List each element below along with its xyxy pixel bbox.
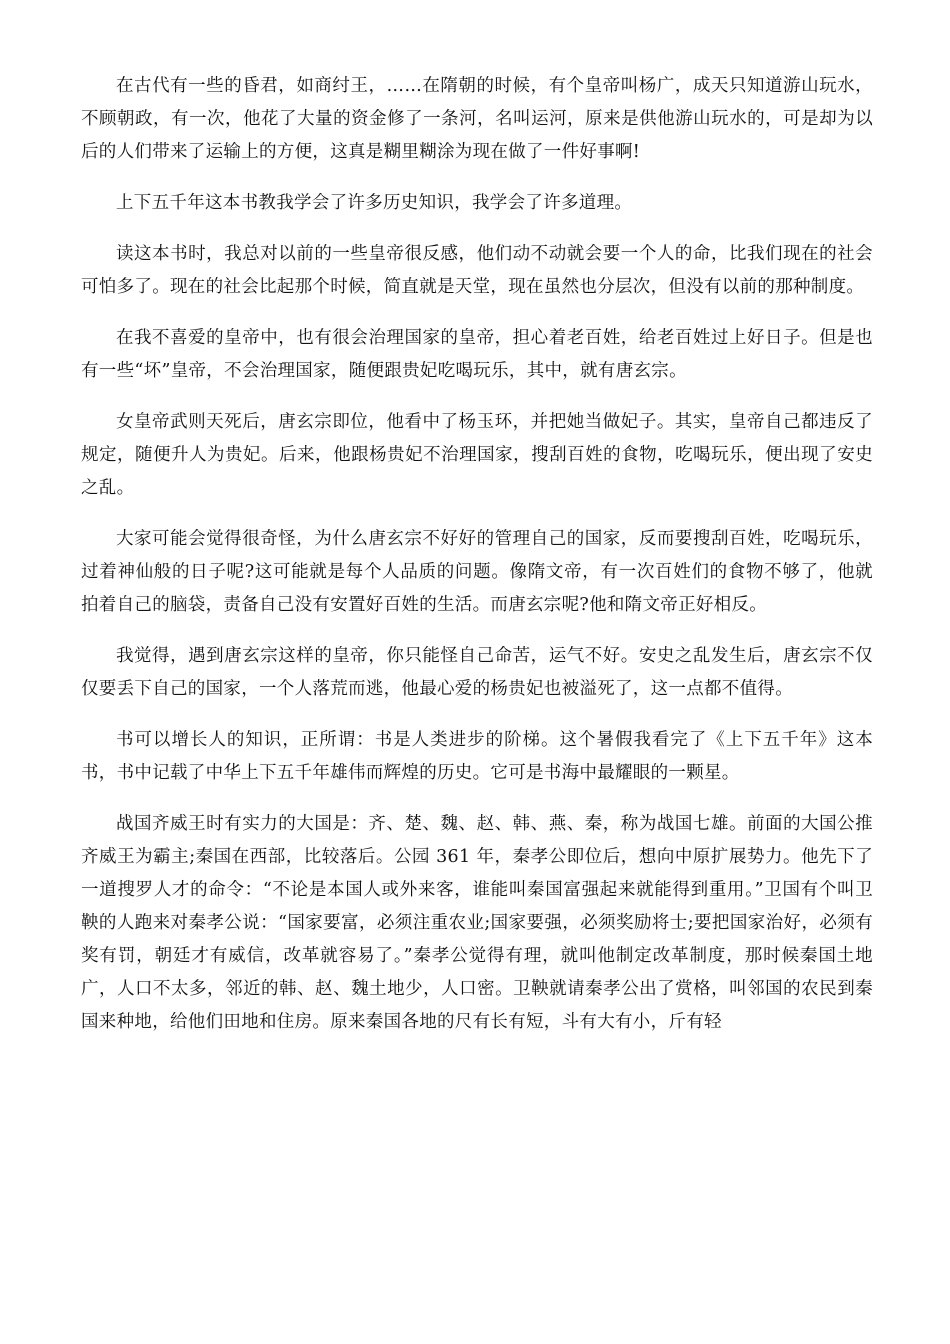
paragraph: 我觉得，遇到唐玄宗这样的皇帝，你只能怪自己命苦，运气不好。安史之乱发生后，唐玄宗不仅仅要丢下自己的国家，一个人落荒而逃，他最心爱的杨贵妃也被溢死了，这一点都不值得。 [81, 646, 873, 699]
paragraph: 在我不喜爱的皇帝中，也有很会治理国家的皇帝，担心着老百姓，给老百姓过上好日子。但是也有一些“坏”皇帝，不会治理国家，随便跟贵妃吃喝玩乐，其中，就有唐玄宗。 [81, 328, 873, 381]
paragraph: 战国齐威王时有实力的大国是：齐、楚、魏、赵、韩、燕、秦，称为战国七雄。前面的大国公推齐威王为霸主;秦国在西部，比较落后。公园 361 年，秦孝公即位后，想向中原扩展势力。他先下了一道搜罗人才的命令：“不论是本国人或外来客，谁能叫秦国富强起来就能得到重用。”卫国有个叫卫鞅的人跑来对秦孝公说：“国家要富，必须注重农业;国家要强，必须奖励将士;要把国家治好，必须有奖有罚，朝廷才有威信，改革就容易了。”秦孝公觉得有理，就叫他制定改革制度，那时候秦国土地广，人口不太多，邻近的韩、赵、魏土地少，人口密。卫鞅就请秦孝公出了赏格，叫邻国的农民到秦国来种地，给他们田地和住房。原来秦国各地的尺有长有短，斗有大有小，斤有轻 [81, 814, 873, 1032]
paragraph: 上下五千年这本书教我学会了许多历史知识，我学会了许多道理。 [116, 193, 633, 213]
paragraph: 读这本书时，我总对以前的一些皇帝很反感，他们动不动就会要一个人的命，比我们现在的社会可怕多了。现在的社会比起那个时候，简直就是天堂，现在虽然也分层次，但没有以前的那种制度。 [81, 244, 873, 297]
paragraph: 在古代有一些的昏君，如商纣王，……在隋朝的时候，有个皇帝叫杨广，成天只知道游山玩水，不顾朝政，有一次，他花了大量的资金修了一条河，名叫运河，原来是供他游山玩水的，可是却为以后的人们带来了运输上的方便，这真是糊里糊涂为现在做了一件好事啊! [81, 76, 873, 162]
paragraph: 书可以增长人的知识，正所谓：书是人类进步的阶梯。这个暑假我看完了《上下五千年》这本书，书中记载了中华上下五千年雄伟而辉煌的历史。它可是书海中最耀眼的一颗星。 [81, 730, 873, 783]
paragraph: 大家可能会觉得很奇怪，为什么唐玄宗不好好的管理自己的国家，反而要搜刮百姓，吃喝玩乐，过着神仙般的日子呢?这可能就是每个人品质的问题。像隋文帝，有一次百姓们的食物不够了，他就拍着自己的脑袋，责备自己没有安置好百姓的生活。而唐玄宗呢?他和隋文帝正好相反。 [81, 529, 873, 615]
paragraph: 女皇帝武则天死后，唐玄宗即位，他看中了杨玉环，并把她当做妃子。其实，皇帝自己都违反了规定，随便升人为贵妃。后来，他跟杨贵妃不治理国家，搜刮百姓的食物，吃喝玩乐，便出现了安史之乱。 [81, 412, 873, 498]
document-body [81, 70, 873, 1057]
